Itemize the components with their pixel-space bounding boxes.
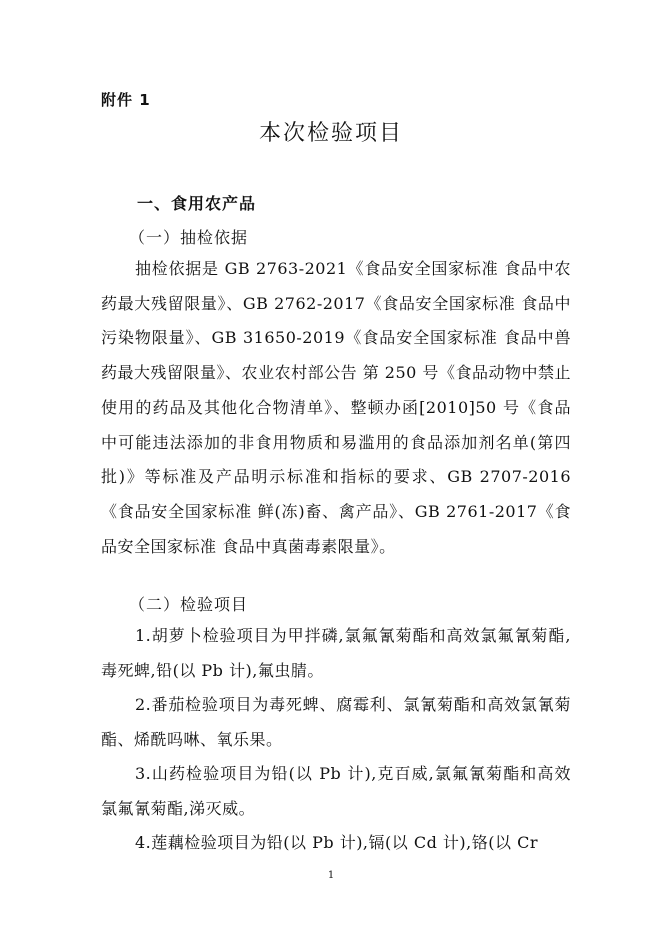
sampling-basis-paragraph: 抽检依据是 GB 2763-2021《食品安全国家标准 食品中农药最大残留限量》、GB 2762-2017《食品安全国家标准 食品中污染物限量》、GB 31650-2019《食品安全国家标准 食品中兽药最大残留限量》、农业农村部公告 第 250 号《食品动物中禁止使用的药品及其他化合物清单》、整顿办函[2010]50 号《食品中可能违法添加的非食用物质和易滥用的食品添加剂名单(第四批)》等标准及产品明示标准和指标的要求、GB 2707-2016《食品安全国家标准 鲜(冻)畜、禽产品》、GB 2761-2017《食品安全国家标准 食品中真菌毒素限量》。 bbox=[101, 259, 571, 556]
inspection-item: 1.胡萝卜检验项目为甲拌磷,氯氟氰菊酯和高效氯氟氰菊酯,毒死蜱,铅(以 Pb 计),氟虫腈。 bbox=[101, 626, 571, 680]
subsection-heading-sampling-basis: （一）抽检依据 bbox=[129, 228, 249, 247]
page-number: 1 bbox=[327, 870, 335, 881]
page-title: 本次检验项目 bbox=[258, 121, 403, 146]
section-heading-edible-agricultural-products: 一、食用农产品 bbox=[137, 194, 257, 213]
inspection-item: 2.番茄检验项目为毒死蜱、腐霉利、氯氰菊酯和高效氯氰菊酯、烯酰吗啉、氧乐果。 bbox=[101, 695, 571, 749]
subsection-heading-inspection-items: （二）检验项目 bbox=[129, 595, 249, 614]
inspection-item: 3.山药检验项目为铅(以 Pb 计),克百威,氯氟氰菊酯和高效氯氟氰菊酯,涕灭威。 bbox=[101, 764, 571, 818]
attachment-label: 附件 1 bbox=[101, 91, 151, 109]
inspection-item: 4.莲藕检验项目为铅(以 Pb 计),镉(以 Cd 计),铬(以 Cr bbox=[135, 833, 538, 852]
